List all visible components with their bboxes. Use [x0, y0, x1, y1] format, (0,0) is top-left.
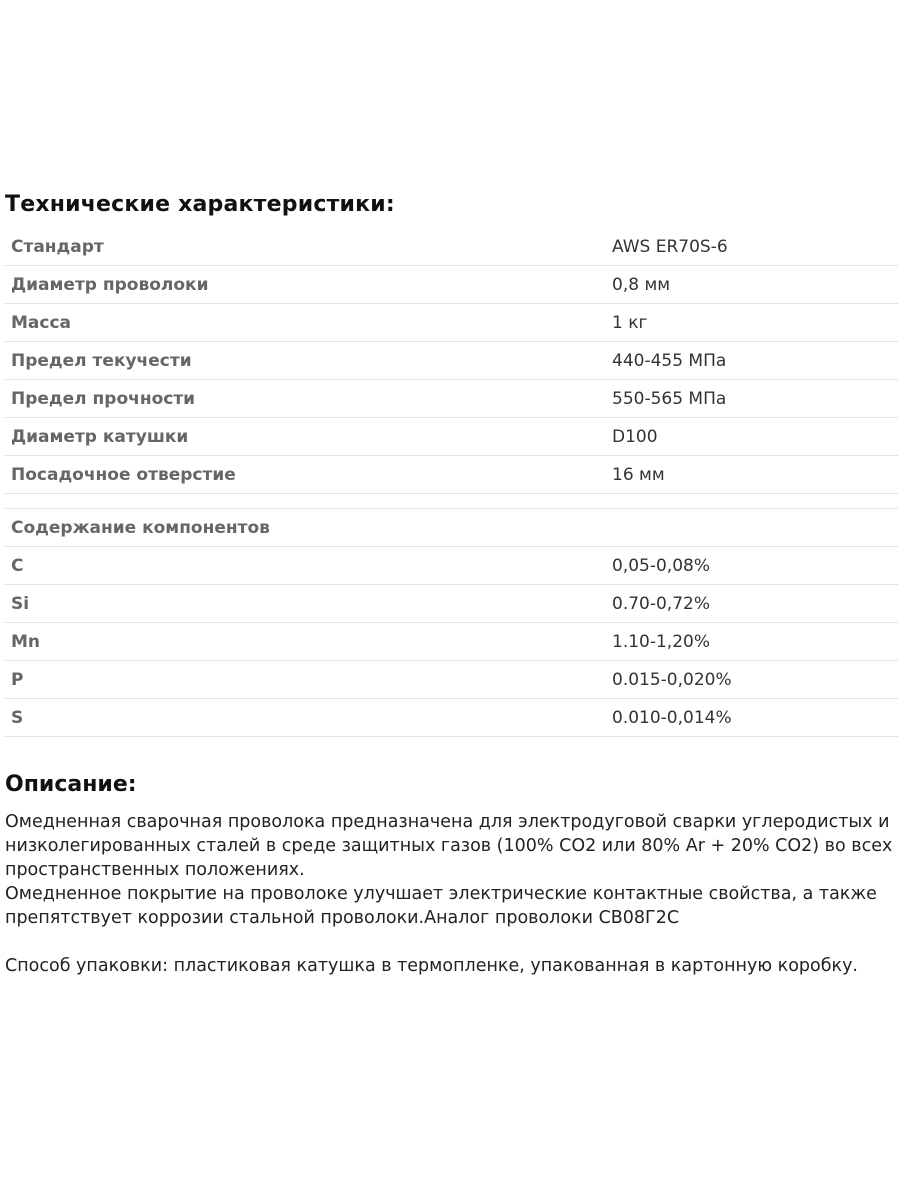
- components-header-row: [5, 509, 898, 547]
- component-name: S: [5, 699, 606, 737]
- component-value: 0,05-0,08%: [606, 547, 898, 585]
- component-name: Si: [5, 585, 606, 623]
- spec-table: [5, 228, 898, 737]
- spec-name: Диаметр катушки: [5, 418, 606, 456]
- spec-value: AWS ER70S-6: [606, 228, 898, 266]
- spec-value: 16 мм: [606, 456, 898, 494]
- table-row: [5, 585, 898, 623]
- spec-value: 1 кг: [606, 304, 898, 342]
- spec-name: Посадочное отверстие: [5, 456, 606, 494]
- description-paragraph: Омедненная сварочная проволока предназначена для электродуговой сварки углеродистых и низколегированных сталей в среде защитных газов (100% CO2 или 80% Ar + 20% CO2) во всех пространственных положениях.: [5, 812, 893, 880]
- spec-name: Масса: [5, 304, 606, 342]
- table-row: [5, 380, 898, 418]
- description-paragraph: Омедненное покрытие на проволоке улучшает электрические контактные свойства, а также препятствует коррозии стальной проволоки.Аналог проволоки СВ08Г2С: [5, 884, 877, 928]
- components-title-empty: [606, 509, 898, 547]
- component-value: 1.10-1,20%: [606, 623, 898, 661]
- components-title: Содержание компонентов: [5, 509, 606, 547]
- spec-value: D100: [606, 418, 898, 456]
- table-row: [5, 623, 898, 661]
- spec-name: Стандарт: [5, 228, 606, 266]
- spec-value: 0,8 мм: [606, 266, 898, 304]
- spec-value: 550-565 МПа: [606, 380, 898, 418]
- table-row: [5, 342, 898, 380]
- component-value: 0.015-0,020%: [606, 661, 898, 699]
- description-title: Описание:: [5, 772, 137, 797]
- specs-title: Технические характеристики:: [5, 192, 395, 217]
- spacer-cell: [5, 494, 606, 509]
- component-name: Mn: [5, 623, 606, 661]
- component-value: 0.010-0,014%: [606, 699, 898, 737]
- spec-name: Предел текучести: [5, 342, 606, 380]
- table-row: [5, 418, 898, 456]
- component-name: P: [5, 661, 606, 699]
- component-name: C: [5, 547, 606, 585]
- table-row: [5, 456, 898, 494]
- spec-name: Диаметр проволоки: [5, 266, 606, 304]
- table-row: [5, 304, 898, 342]
- table-row: [5, 547, 898, 585]
- component-value: 0.70-0,72%: [606, 585, 898, 623]
- description-body: [5, 810, 898, 978]
- table-row: [5, 266, 898, 304]
- table-row: [5, 661, 898, 699]
- packaging-paragraph: Способ упаковки: пластиковая катушка в термопленке, упакованная в картонную коробку.: [5, 956, 858, 976]
- spacer-cell: [606, 494, 898, 509]
- spec-name: Предел прочности: [5, 380, 606, 418]
- table-row: [5, 228, 898, 266]
- table-spacer: [5, 494, 898, 509]
- spec-value: 440-455 МПа: [606, 342, 898, 380]
- table-row: [5, 699, 898, 737]
